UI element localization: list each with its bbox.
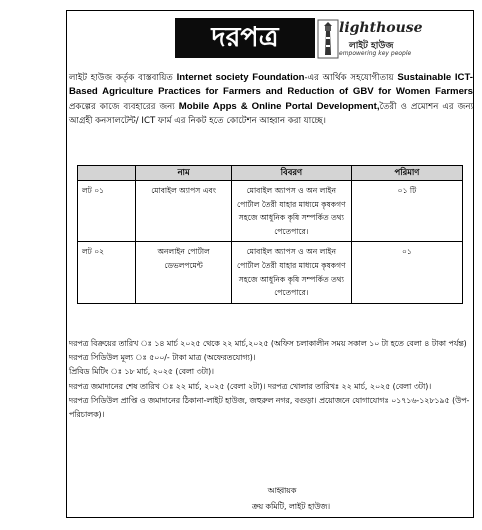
- lighthouse-icon: [317, 19, 339, 59]
- quantity-cell: ০১ টি: [351, 181, 462, 242]
- intro-deliverable: Mobile Apps & Online Portal Development,: [178, 100, 380, 112]
- intro-text-3: প্রকল্পের কাজে ব্যবহারের জন্য: [69, 101, 179, 112]
- quantity-cell: ০১: [351, 242, 462, 303]
- header-name: নাম: [136, 166, 231, 181]
- tender-notice: [66, 10, 474, 518]
- items-table: [77, 165, 463, 304]
- intro-text-2: -এর আর্থিক সহযোগীতায়: [304, 73, 398, 83]
- logo-name: lighthouse: [339, 20, 423, 36]
- submission-deadline: দরপত্র জমাদানের শেষ তারিখ ঃ ২২ মার্চ, ২০২৫ (বেলা ২টা)। দরপত্র খোলার তারিখঃ ২২ মার্চ, ২০২৫ (বেলা ৩টা)।: [69, 381, 432, 391]
- sale-dates: দরপত্র বিক্রয়ের তারিখ ঃ ১৪ মার্চ ২০২৫ থেকে ২২ মার্চ,২০২৫ (অফিস চলাকালীন সময় সকাল ১০ টা হতে বেলা ৪ টাকা পর্যন্ত): [69, 339, 467, 348]
- name-cell: মোবাইল অ্যাপস এবং: [136, 181, 231, 242]
- logo-bengali-name: লাইট হাউজ: [349, 41, 394, 51]
- header-lot: [78, 166, 136, 181]
- intro-foundation: Internet society Foundation: [176, 72, 305, 83]
- tender-details: [67, 337, 475, 422]
- lighthouse-logo: [317, 19, 437, 59]
- name-cell: অনলাইন পোর্টাল ডেভলপমেন্ট: [136, 242, 231, 303]
- description-cell: মোবাইল অ্যাপস ও অন লাইন পোর্টাল তৈরী যাহার মাধ্যমে কৃষকগণ সহজে আধুনিক কৃষি সম্পর্কিত তথ্য পেতেপারে।: [231, 242, 351, 303]
- lot-cell: লট ০১: [78, 181, 136, 242]
- intro-text-1: লাইট হাউজ কর্তৃক বাস্তবায়িত: [69, 73, 177, 83]
- notice-header: [67, 11, 475, 65]
- intro-paragraph: [67, 71, 475, 129]
- header-quantity: পরিমাণ: [351, 166, 462, 181]
- notice-title: দরপত্র: [175, 18, 315, 58]
- signatory-role: আহ্বায়ক: [267, 486, 297, 495]
- table-row: [78, 181, 463, 242]
- lot-cell: লট ০২: [78, 242, 136, 303]
- submission-address: দরপত্র সিডিউল প্রাপ্তি ও জমাদানের ঠিকানা-লাইট হাউজ, জহুরুল নগর, বগুড়া। প্রয়োজনে যোগাযোগঃ ০১৭১৬-১২৮১৯৫ (উপ-পরিচালক)।: [69, 395, 470, 420]
- signature-block: [67, 483, 475, 515]
- signatory-committee: ক্রয় কমিটি, লাইট হাউজ।: [251, 502, 331, 511]
- header-description: বিবরণ: [231, 166, 351, 181]
- schedule-price: দরপত্র সিডিউল মূল্য ঃ ৫০০/- টাকা মাত্র (অফেরতযোগ্য)।: [69, 353, 256, 363]
- logo-tagline: empowering key people: [339, 50, 412, 57]
- prebid-meeting: প্রিবিড মিটিং ঃ ১৮ মার্চ, ২০২৫ (বেলা ৩টা)।: [69, 367, 214, 377]
- intro-project-name: Sustainable ICT-Based Agriculture Practices for Farmers and Reduction of GBV for Women Farmers: [69, 72, 473, 98]
- intro-text-4: তৈরী ও প্রমোশন এর জন্য আগ্রহী কনসালটেন্ট/ ICT ফার্ম এর নিকট হতে কোটেশন আহ্বান করা যাচ্ছে।: [69, 101, 473, 127]
- description-cell: মোবাইল অ্যাপস ও অন লাইন পোর্টাল তৈরী যাহার মাধ্যমে কৃষকগণ সহজে আধুনিক কৃষি সম্পর্কিত তথ্য পেতেপারে।: [231, 181, 351, 242]
- table-row: [78, 242, 463, 303]
- table-header-row: [78, 166, 463, 181]
